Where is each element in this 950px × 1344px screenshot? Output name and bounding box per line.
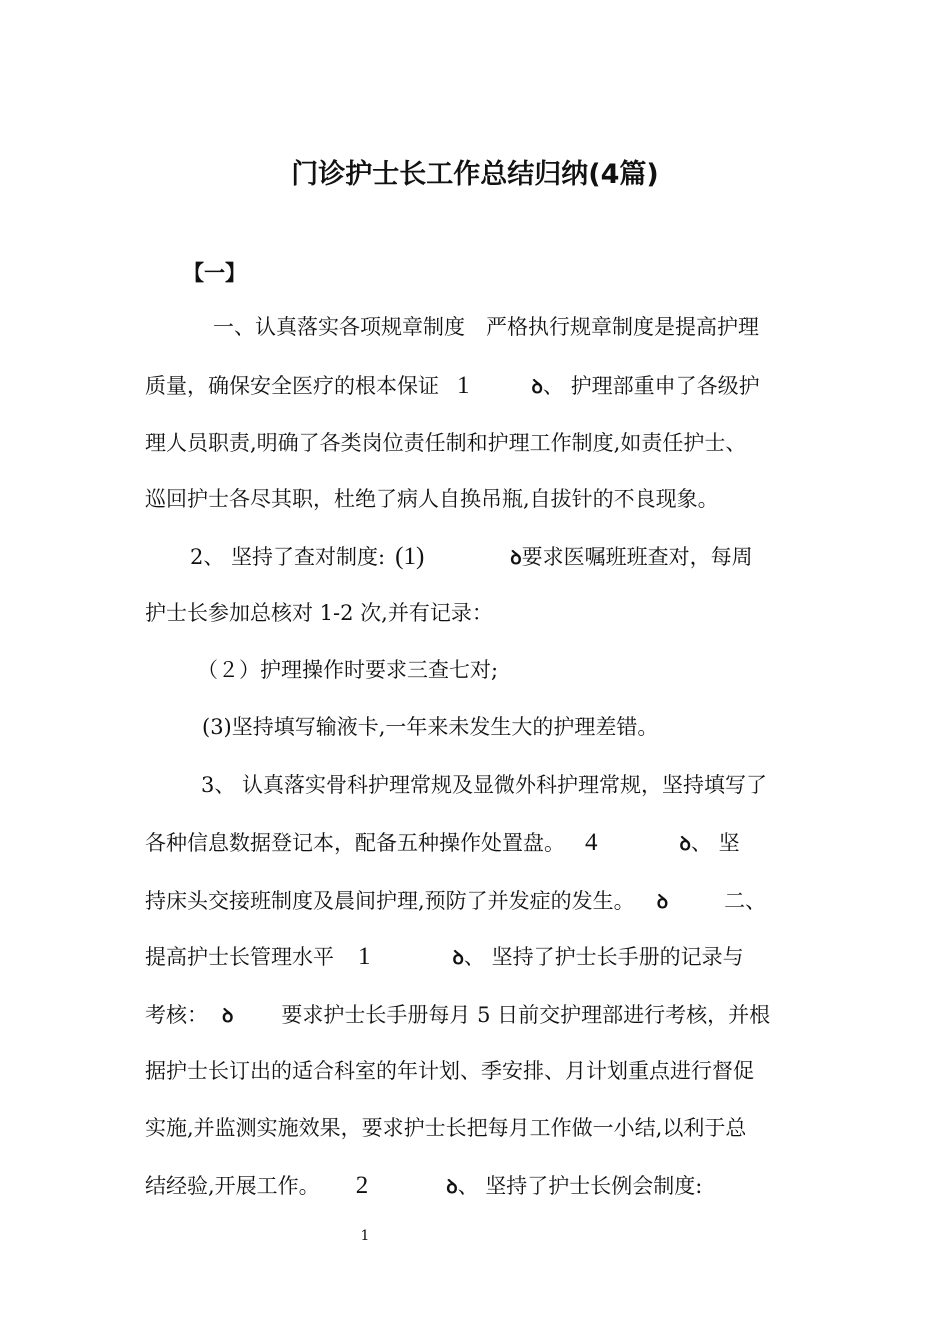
list-number: 1 — [358, 943, 371, 970]
line-text: 2、 坚持了查对制度: — [190, 545, 386, 569]
list-number: 1 — [457, 372, 470, 399]
line-text: 各种信息数据登记本，配备五种操作处置盘。 — [145, 831, 565, 855]
paragraph-line-10 — [145, 828, 810, 859]
list-number: 2 — [355, 1172, 369, 1199]
line-text: 巡回护士各尽其职，杜绝了病人自换吊瓶,自拔针的不良现象。 — [145, 487, 719, 511]
line-text: 3、 认真落实骨科护理常规及显微外科护理常规，坚持填写了 — [201, 773, 768, 797]
paragraph-line-1 — [213, 312, 810, 342]
line-text: 要求医嘱班班查对，每周 — [521, 545, 753, 569]
line-text: 持床头交接班制度及晨间护理,预防了并发症的发生。 — [145, 889, 635, 913]
line-text: 考核： — [145, 1003, 208, 1027]
paragraph-line-8 — [202, 712, 867, 742]
page-number: 1 — [360, 1228, 370, 1244]
paragraph-line-4 — [145, 484, 810, 514]
paragraph-line-16 — [145, 1171, 810, 1202]
paragraph-line-6 — [145, 598, 810, 628]
line-text: 理人员职责,明确了各类岗位责任制和护理工作制度,如责任护士、 — [145, 431, 747, 455]
line-text: (3)坚持填写输液卡,一年来未发生大的护理差错。 — [202, 715, 659, 739]
paragraph-line-9 — [201, 770, 866, 800]
list-number: 4 — [585, 829, 598, 856]
list-number: (1) — [395, 543, 425, 570]
paragraph-line-2 — [145, 371, 810, 402]
bullet-glyph-icon: ꝺ — [656, 891, 669, 913]
line-text: 、 坚持了护士长手册的记录与 — [463, 945, 744, 969]
line-text: 提高护士长管理水平 — [145, 945, 334, 969]
line-text: 结经验,开展工作。 — [145, 1174, 320, 1198]
document-title: 门诊护士长工作总结归纳(4篇) — [291, 159, 659, 190]
bullet-glyph-icon: ꝺ — [531, 376, 543, 398]
paragraph-line-12 — [145, 942, 810, 973]
bullet-glyph-icon: ꝺ — [452, 947, 464, 969]
line-text: 据护士长订出的适合科室的年计划、季安排、月计划重点进行督促 — [145, 1059, 754, 1083]
line-text: 、 坚 — [690, 831, 740, 855]
paragraph-line-3 — [145, 428, 810, 458]
paragraph-line-7 — [197, 655, 862, 685]
paragraph-line-11 — [145, 886, 810, 917]
line-text: 一、认真落实各项规章制度 严格执行规章制度是提高护理 — [213, 315, 759, 339]
paragraph-line-5 — [190, 542, 855, 573]
bullet-glyph-icon: ꝺ — [446, 1176, 458, 1198]
paragraph-line-15 — [145, 1113, 810, 1143]
bullet-glyph-icon: ꝺ — [679, 833, 691, 855]
bullet-glyph-icon: ꝺ — [222, 1005, 234, 1027]
paragraph-line-14 — [145, 1056, 810, 1086]
section-marker: 【一】 — [183, 261, 246, 285]
line-text: 、 坚持了护士长例会制度: — [457, 1174, 703, 1198]
line-text: 实施,并监测实施效果，要求护士长把每月工作做一小结,以利于总 — [145, 1116, 747, 1140]
line-text: 质量，确保安全医疗的根本保证 — [145, 374, 439, 398]
bullet-glyph-icon: ꝺ — [510, 547, 522, 569]
line-text: 、 护理部重申了各级护 — [542, 374, 760, 398]
line-text: 二、 — [724, 889, 767, 913]
paragraph-line-13 — [145, 1000, 810, 1031]
line-text: （２）护理操作时要求三查七对; — [197, 658, 499, 682]
line-text: 要求护士长手册每月 5 日前交护理部进行考核，并根 — [281, 1003, 771, 1027]
line-text: 护士长参加总核对 1-2 次,并有记录： — [145, 601, 493, 625]
